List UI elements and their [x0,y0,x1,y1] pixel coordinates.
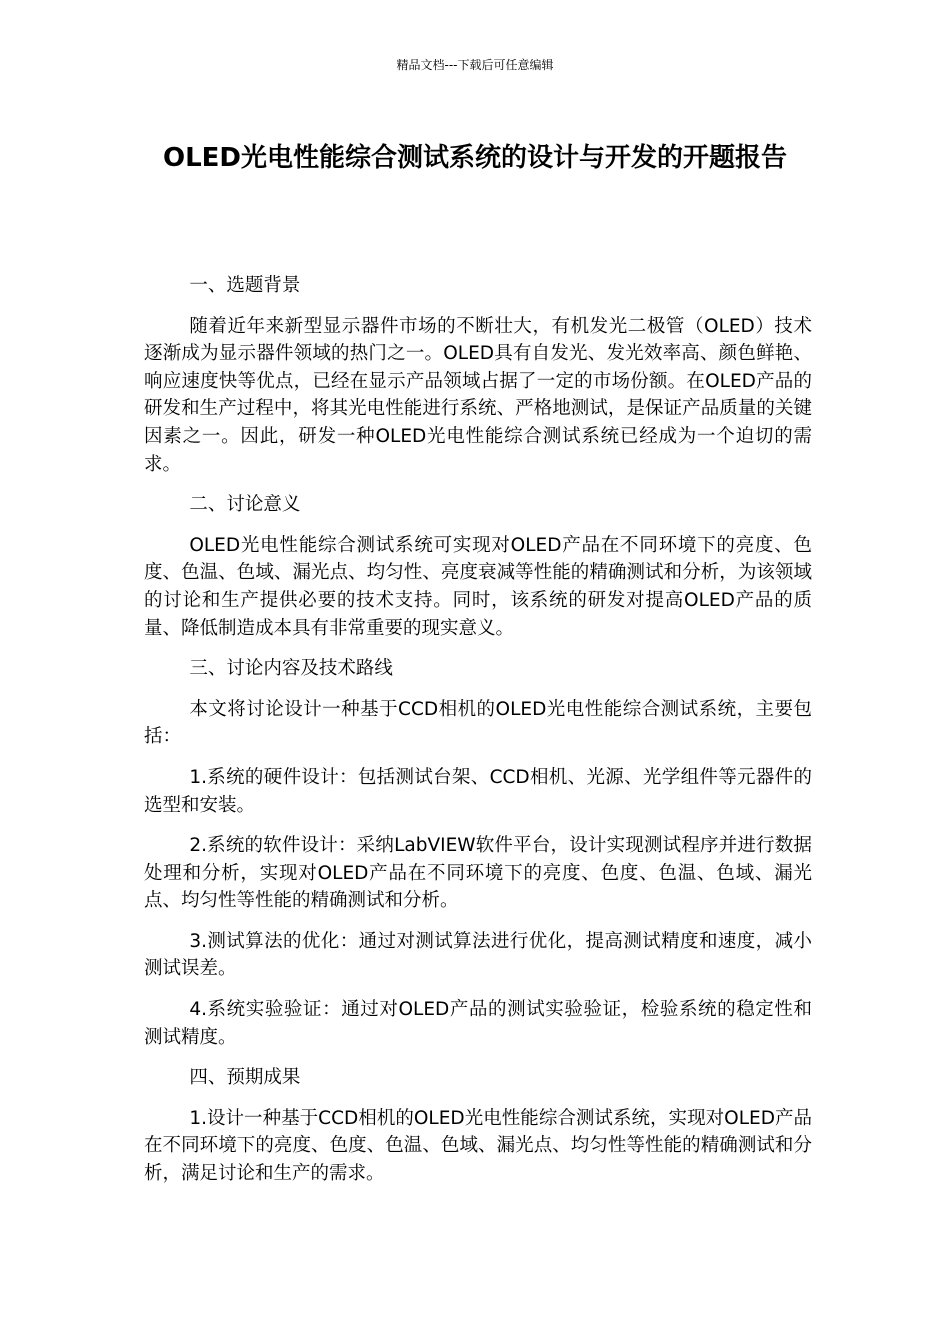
document-title: OLED光电性能综合测试系统的设计与开发的开题报告 [162,143,787,173]
section-heading: 二、讨论意义 [189,494,301,516]
paragraph: 本文将讨论设计一种基于CCD相机的OLED光电性能综合测试系统，主要包括： [144,698,812,748]
section-heading: 四、预期成果 [189,1067,301,1089]
list-item: 1.系统的硬件设计：包括测试台架、CCD相机、光源、光学组件等元器件的选型和安装。 [144,766,812,816]
section-heading: 三、讨论内容及技术路线 [189,658,393,680]
list-item: 2.系统的软件设计：采纳LabVIEW软件平台，设计实现测试程序并进行数据处理和分析，实现对OLED产品在不同环境下的亮度、色度、色温、色域、漏光点、均匀性等性能的精确测试和分析。 [144,835,812,912]
page-header: 精品文档---下载后可任意编辑 [396,58,554,72]
list-item: 1.设计一种基于CCD相机的OLED光电性能综合测试系统，实现对OLED产品在不同环境下的亮度、色度、色温、色域、漏光点、均匀性等性能的精确测试和分析，满足讨论和生产的需求。 [144,1107,812,1185]
list-item: 4.系统实验验证：通过对OLED产品的测试实验验证，检验系统的稳定性和测试精度。 [144,999,812,1048]
document-body [144,272,812,1201]
paragraph: 随着近年来新型显示器件市场的不断壮大，有机发光二极管（OLED）技术逐渐成为显示器件领域的热门之一。OLED具有自发光、发光效率高、颜色鲜艳、响应速度快等优点，已经在显示产品领域占据了一定的市场份额。在OLED产品的研发和生产过程中，将其光电性能进行系统、严格地测试，是保证产品质量的关键因素之一。因此，研发一种OLED光电性能综合测试系统已经成为一个迫切的需求。 [144,315,812,475]
section-heading: 一、选题背景 [189,275,301,296]
list-item: 3.测试算法的优化：通过对测试算法进行优化，提高测试精度和速度，减小测试误差。 [144,930,812,980]
paragraph: OLED光电性能综合测试系统可实现对OLED产品在不同环境下的亮度、色度、色温、色域、漏光点、均匀性、亮度衰减等性能的精确测试和分析，为该领域的讨论和生产提供必要的技术支持。同时，该系统的研发对提高OLED产品的质量、降低制造成本具有非常重要的现实意义。 [144,534,812,639]
